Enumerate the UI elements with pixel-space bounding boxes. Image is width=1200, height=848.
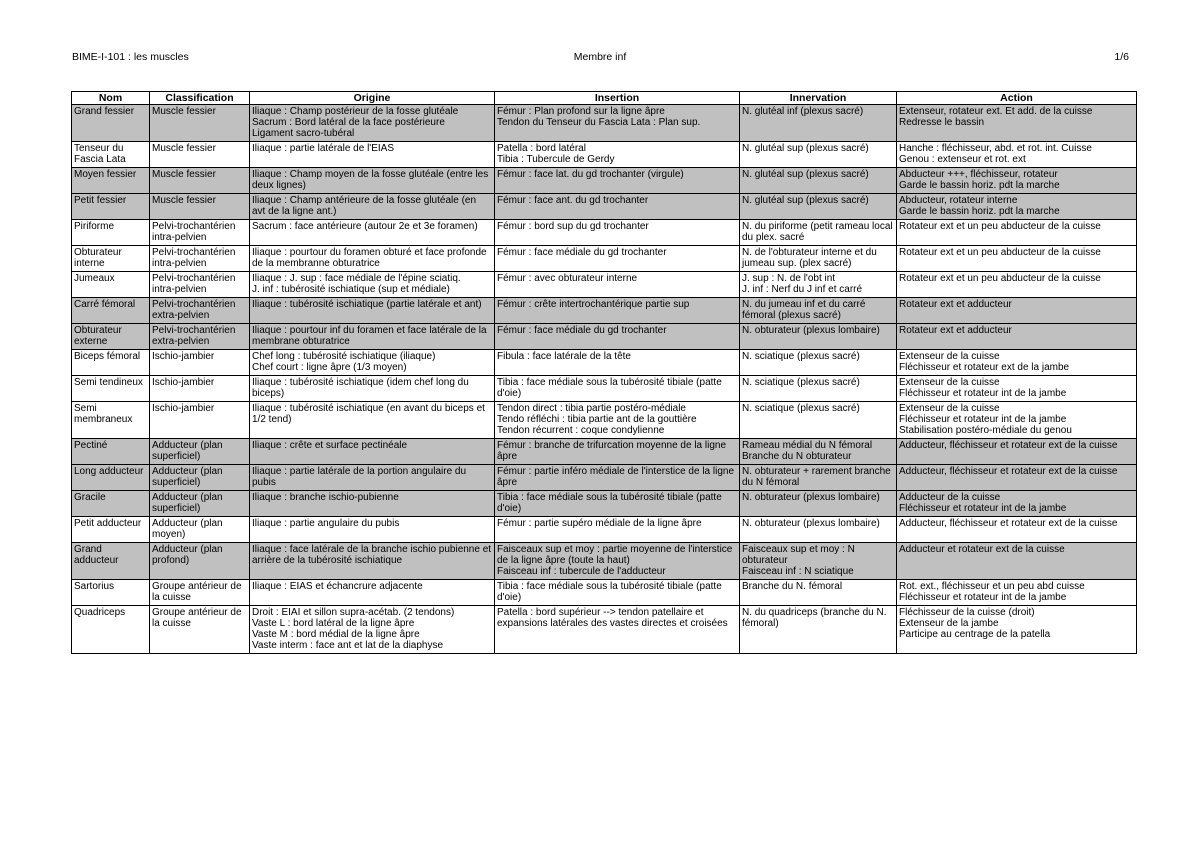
cell-origine: Iliaque : tubérosité ischiatique (idem chef long du biceps) xyxy=(250,376,495,402)
cell-innervation: N. glutéal inf (plexus sacré) xyxy=(740,105,897,142)
cell-action: Rotateur ext et un peu abducteur de la cuisse xyxy=(897,220,1137,246)
cell-insertion: Fémur : Plan profond sur la ligne âpre Tendon du Tenseur du Fascia Lata : Plan sup. xyxy=(495,105,740,142)
cell-insertion: Faisceaux sup et moy : partie moyenne de l'interstice de la ligne âpre (toute la haut) Faisceau inf : tubercule de l'adducteur xyxy=(495,543,740,580)
cell-innervation: Faisceaux sup et moy : N obturateur Faisceau inf : N sciatique xyxy=(740,543,897,580)
cell-origine: Iliaque : face latérale de la branche ischio pubienne et arrière de la tubérosité ischiatique xyxy=(250,543,495,580)
table-row xyxy=(72,543,1137,580)
cell-innervation: Branche du N. fémoral xyxy=(740,580,897,606)
table-row xyxy=(72,105,1137,142)
table-row xyxy=(72,376,1137,402)
cell-innervation: N. obturateur (plexus lombaire) xyxy=(740,324,897,350)
cell-classification: Adducteur (plan profond) xyxy=(150,543,250,580)
cell-insertion: Tibia : face médiale sous la tubérosité tibiale (patte d'oie) xyxy=(495,491,740,517)
cell-origine: Sacrum : face antérieure (autour 2e et 3e foramen) xyxy=(250,220,495,246)
column-header-origine: Origine xyxy=(250,92,495,105)
table-row xyxy=(72,580,1137,606)
cell-nom: Biceps fémoral xyxy=(72,350,150,376)
cell-insertion: Fémur : branche de trifurcation moyenne de la ligne âpre xyxy=(495,439,740,465)
cell-classification: Ischio-jambier xyxy=(150,402,250,439)
cell-nom: Moyen fessier xyxy=(72,168,150,194)
table-row xyxy=(72,517,1137,543)
table-row xyxy=(72,246,1137,272)
cell-insertion: Tibia : face médiale sous la tubérosité tibiale (patte d'oie) xyxy=(495,376,740,402)
cell-innervation: N. de l'obturateur interne et du jumeau sup. (plex sacré) xyxy=(740,246,897,272)
cell-classification: Adducteur (plan moyen) xyxy=(150,517,250,543)
cell-nom: Pectiné xyxy=(72,439,150,465)
cell-action: Adducteur de la cuisse Fléchisseur et rotateur int de la jambe xyxy=(897,491,1137,517)
cell-origine: Iliaque : Champ moyen de la fosse glutéale (entre les deux lignes) xyxy=(250,168,495,194)
cell-origine: Iliaque : pourtour du foramen obturé et face profonde de la membranne obturatrice xyxy=(250,246,495,272)
cell-nom: Petit fessier xyxy=(72,194,150,220)
cell-origine: Iliaque : Champ postérieur de la fosse glutéale Sacrum : Bord latéral de la face postérieure Ligament sacro-tubéral xyxy=(250,105,495,142)
cell-action: Adducteur, fléchisseur et rotateur ext de la cuisse xyxy=(897,465,1137,491)
cell-action: Extenseur, rotateur ext. Et add. de la cuisse Redresse le bassin xyxy=(897,105,1137,142)
cell-classification: Ischio-jambier xyxy=(150,350,250,376)
cell-innervation: N. sciatique (plexus sacré) xyxy=(740,350,897,376)
cell-origine: Iliaque : EIAS et échancrure adjacente xyxy=(250,580,495,606)
table-row xyxy=(72,350,1137,376)
cell-origine: Iliaque : pourtour inf du foramen et face latérale de la membrane obturatrice xyxy=(250,324,495,350)
cell-insertion: Fémur : face médiale du gd trochanter xyxy=(495,324,740,350)
cell-origine: Iliaque : crête et surface pectinéale xyxy=(250,439,495,465)
cell-action: Rot. ext., fléchisseur et un peu abd cuisse Fléchisseur et rotateur int de la jambe xyxy=(897,580,1137,606)
cell-nom: Tenseur du Fascia Lata xyxy=(72,142,150,168)
cell-action: Rotateur ext et adducteur xyxy=(897,324,1137,350)
cell-classification: Adducteur (plan superficiel) xyxy=(150,491,250,517)
cell-nom: Jumeaux xyxy=(72,272,150,298)
cell-nom: Piriforme xyxy=(72,220,150,246)
cell-nom: Quadriceps xyxy=(72,606,150,654)
cell-origine: Chef long : tubérosité ischiatique (iliaque) Chef court : ligne âpre (1/3 moyen) xyxy=(250,350,495,376)
cell-action: Adducteur, fléchisseur et rotateur ext de la cuisse xyxy=(897,439,1137,465)
cell-classification: Pelvi-trochantérien intra-pelvien xyxy=(150,220,250,246)
cell-nom: Long adducteur xyxy=(72,465,150,491)
cell-classification: Muscle fessier xyxy=(150,142,250,168)
header-page-number: 1/6 xyxy=(1114,51,1129,63)
cell-action: Extenseur de la cuisse Fléchisseur et rotateur int de la jambe xyxy=(897,376,1137,402)
cell-action: Adducteur, fléchisseur et rotateur ext de la cuisse xyxy=(897,517,1137,543)
column-header-classification: Classification xyxy=(150,92,250,105)
cell-innervation: J. sup : N. de l'obt int J. inf : Nerf du J inf et carré xyxy=(740,272,897,298)
cell-origine: Iliaque : Champ antérieure de la fosse glutéale (en avt de la ligne ant.) xyxy=(250,194,495,220)
cell-nom: Grand adducteur xyxy=(72,543,150,580)
cell-insertion: Fémur : face ant. du gd trochanter xyxy=(495,194,740,220)
table-row xyxy=(72,324,1137,350)
cell-nom: Carré fémoral xyxy=(72,298,150,324)
cell-origine: Iliaque : partie angulaire du pubis xyxy=(250,517,495,543)
cell-action: Extenseur de la cuisse Fléchisseur et rotateur ext de la jambe xyxy=(897,350,1137,376)
cell-innervation: N. glutéal sup (plexus sacré) xyxy=(740,194,897,220)
column-header-nom: Nom xyxy=(72,92,150,105)
cell-origine: Iliaque : partie latérale de l'EIAS xyxy=(250,142,495,168)
cell-insertion: Fémur : face médiale du gd trochanter xyxy=(495,246,740,272)
cell-action: Rotateur ext et un peu abducteur de la cuisse xyxy=(897,246,1137,272)
table-row xyxy=(72,298,1137,324)
cell-innervation: N. du quadriceps (branche du N. fémoral) xyxy=(740,606,897,654)
cell-insertion: Fémur : bord sup du gd trochanter xyxy=(495,220,740,246)
cell-action: Abducteur, rotateur interne Garde le bassin horiz. pdt la marche xyxy=(897,194,1137,220)
cell-classification: Muscle fessier xyxy=(150,168,250,194)
cell-origine: Iliaque : branche ischio-pubienne xyxy=(250,491,495,517)
table-row xyxy=(72,402,1137,439)
cell-action: Extenseur de la cuisse Fléchisseur et rotateur int de la jambe Stabilisation postéro-médiale du genou xyxy=(897,402,1137,439)
table-row xyxy=(72,439,1137,465)
cell-nom: Grand fessier xyxy=(72,105,150,142)
cell-insertion: Fémur : avec obturateur interne xyxy=(495,272,740,298)
cell-insertion: Patella : bord latéral Tibia : Tubercule de Gerdy xyxy=(495,142,740,168)
cell-action: Adducteur et rotateur ext de la cuisse xyxy=(897,543,1137,580)
cell-innervation: N. sciatique (plexus sacré) xyxy=(740,402,897,439)
cell-nom: Obturateur externe xyxy=(72,324,150,350)
table-row xyxy=(72,220,1137,246)
cell-innervation: N. sciatique (plexus sacré) xyxy=(740,376,897,402)
cell-origine: Iliaque : J. sup : face médiale de l'épine sciatiq. J. inf : tubérosité ischiatique (sup et médiale) xyxy=(250,272,495,298)
cell-origine: Iliaque : tubérosité ischiatique (partie latérale et ant) xyxy=(250,298,495,324)
cell-insertion: Fibula : face latérale de la tête xyxy=(495,350,740,376)
cell-origine: Iliaque : partie latérale de la portion angulaire du pubis xyxy=(250,465,495,491)
cell-innervation: Rameau médial du N fémoral Branche du N obturateur xyxy=(740,439,897,465)
cell-nom: Gracile xyxy=(72,491,150,517)
cell-innervation: N. du jumeau inf et du carré fémoral (plexus sacré) xyxy=(740,298,897,324)
cell-classification: Groupe antérieur de la cuisse xyxy=(150,580,250,606)
cell-innervation: N. glutéal sup (plexus sacré) xyxy=(740,168,897,194)
column-header-action: Action xyxy=(897,92,1137,105)
cell-nom: Semi tendineux xyxy=(72,376,150,402)
cell-classification: Adducteur (plan superficiel) xyxy=(150,439,250,465)
cell-nom: Sartorius xyxy=(72,580,150,606)
cell-insertion: Tendon direct : tibia partie postéro-médiale Tendo réfléchi : tibia partie ant de la gouttière Tendon récurrent : coque condylienne xyxy=(495,402,740,439)
cell-innervation: N. glutéal sup (plexus sacré) xyxy=(740,142,897,168)
cell-nom: Petit adducteur xyxy=(72,517,150,543)
cell-insertion: Tibia : face médiale sous la tubérosité tibiale (patte d'oie) xyxy=(495,580,740,606)
cell-classification: Pelvi-trochantérien extra-pelvien xyxy=(150,324,250,350)
table-row xyxy=(72,606,1137,654)
cell-classification: Groupe antérieur de la cuisse xyxy=(150,606,250,654)
cell-insertion: Patella : bord supérieur --> tendon patellaire et expansions latérales des vastes directes et croisées xyxy=(495,606,740,654)
cell-origine: Droit : EIAI et sillon supra-acétab. (2 tendons) Vaste L : bord latéral de la ligne âpre Vaste M : bord médial de la ligne âpre Vaste interm : face ant et lat de la diaphyse xyxy=(250,606,495,654)
column-header-insertion: Insertion xyxy=(495,92,740,105)
table-row xyxy=(72,194,1137,220)
cell-classification: Adducteur (plan superficiel) xyxy=(150,465,250,491)
cell-insertion: Fémur : face lat. du gd trochanter (virgule) xyxy=(495,168,740,194)
table-row xyxy=(72,142,1137,168)
cell-innervation: N. obturateur (plexus lombaire) xyxy=(740,491,897,517)
cell-classification: Muscle fessier xyxy=(150,194,250,220)
cell-innervation: N. obturateur (plexus lombaire) xyxy=(740,517,897,543)
table-body xyxy=(72,105,1137,654)
muscles-table xyxy=(71,91,1137,654)
table-row xyxy=(72,465,1137,491)
table-row xyxy=(72,491,1137,517)
header-section-title: Membre inf xyxy=(573,51,627,63)
cell-action: Rotateur ext et adducteur xyxy=(897,298,1137,324)
cell-innervation: N. du piriforme (petit rameau local du plex. sacré xyxy=(740,220,897,246)
table-row xyxy=(72,272,1137,298)
cell-classification: Pelvi-trochantérien intra-pelvien xyxy=(150,246,250,272)
cell-insertion: Fémur : partie inféro médiale de l'interstice de la ligne âpre xyxy=(495,465,740,491)
header-course-title: BIME-I-101 : les muscles xyxy=(72,51,189,63)
cell-classification: Ischio-jambier xyxy=(150,376,250,402)
cell-classification: Pelvi-trochantérien intra-pelvien xyxy=(150,272,250,298)
cell-nom: Obturateur interne xyxy=(72,246,150,272)
cell-action: Rotateur ext et un peu abducteur de la cuisse xyxy=(897,272,1137,298)
cell-insertion: Fémur : partie supéro médiale de la ligne âpre xyxy=(495,517,740,543)
table-header-row xyxy=(72,92,1137,105)
cell-origine: Iliaque : tubérosité ischiatique (en avant du biceps et 1/2 tend) xyxy=(250,402,495,439)
cell-innervation: N. obturateur + rarement branche du N fémoral xyxy=(740,465,897,491)
cell-action: Abducteur +++, fléchisseur, rotateur Garde le bassin horiz. pdt la marche xyxy=(897,168,1137,194)
cell-action: Fléchisseur de la cuisse (droit) Extenseur de la jambe Participe au centrage de la patella xyxy=(897,606,1137,654)
cell-insertion: Fémur : crête intertrochantérique partie sup xyxy=(495,298,740,324)
column-header-innervation: Innervation xyxy=(740,92,897,105)
cell-classification: Pelvi-trochantérien extra-pelvien xyxy=(150,298,250,324)
table-row xyxy=(72,168,1137,194)
cell-classification: Muscle fessier xyxy=(150,105,250,142)
cell-action: Hanche : fléchisseur, abd. et rot. int. Cuisse Genou : extenseur et rot. ext xyxy=(897,142,1137,168)
cell-nom: Semi membraneux xyxy=(72,402,150,439)
